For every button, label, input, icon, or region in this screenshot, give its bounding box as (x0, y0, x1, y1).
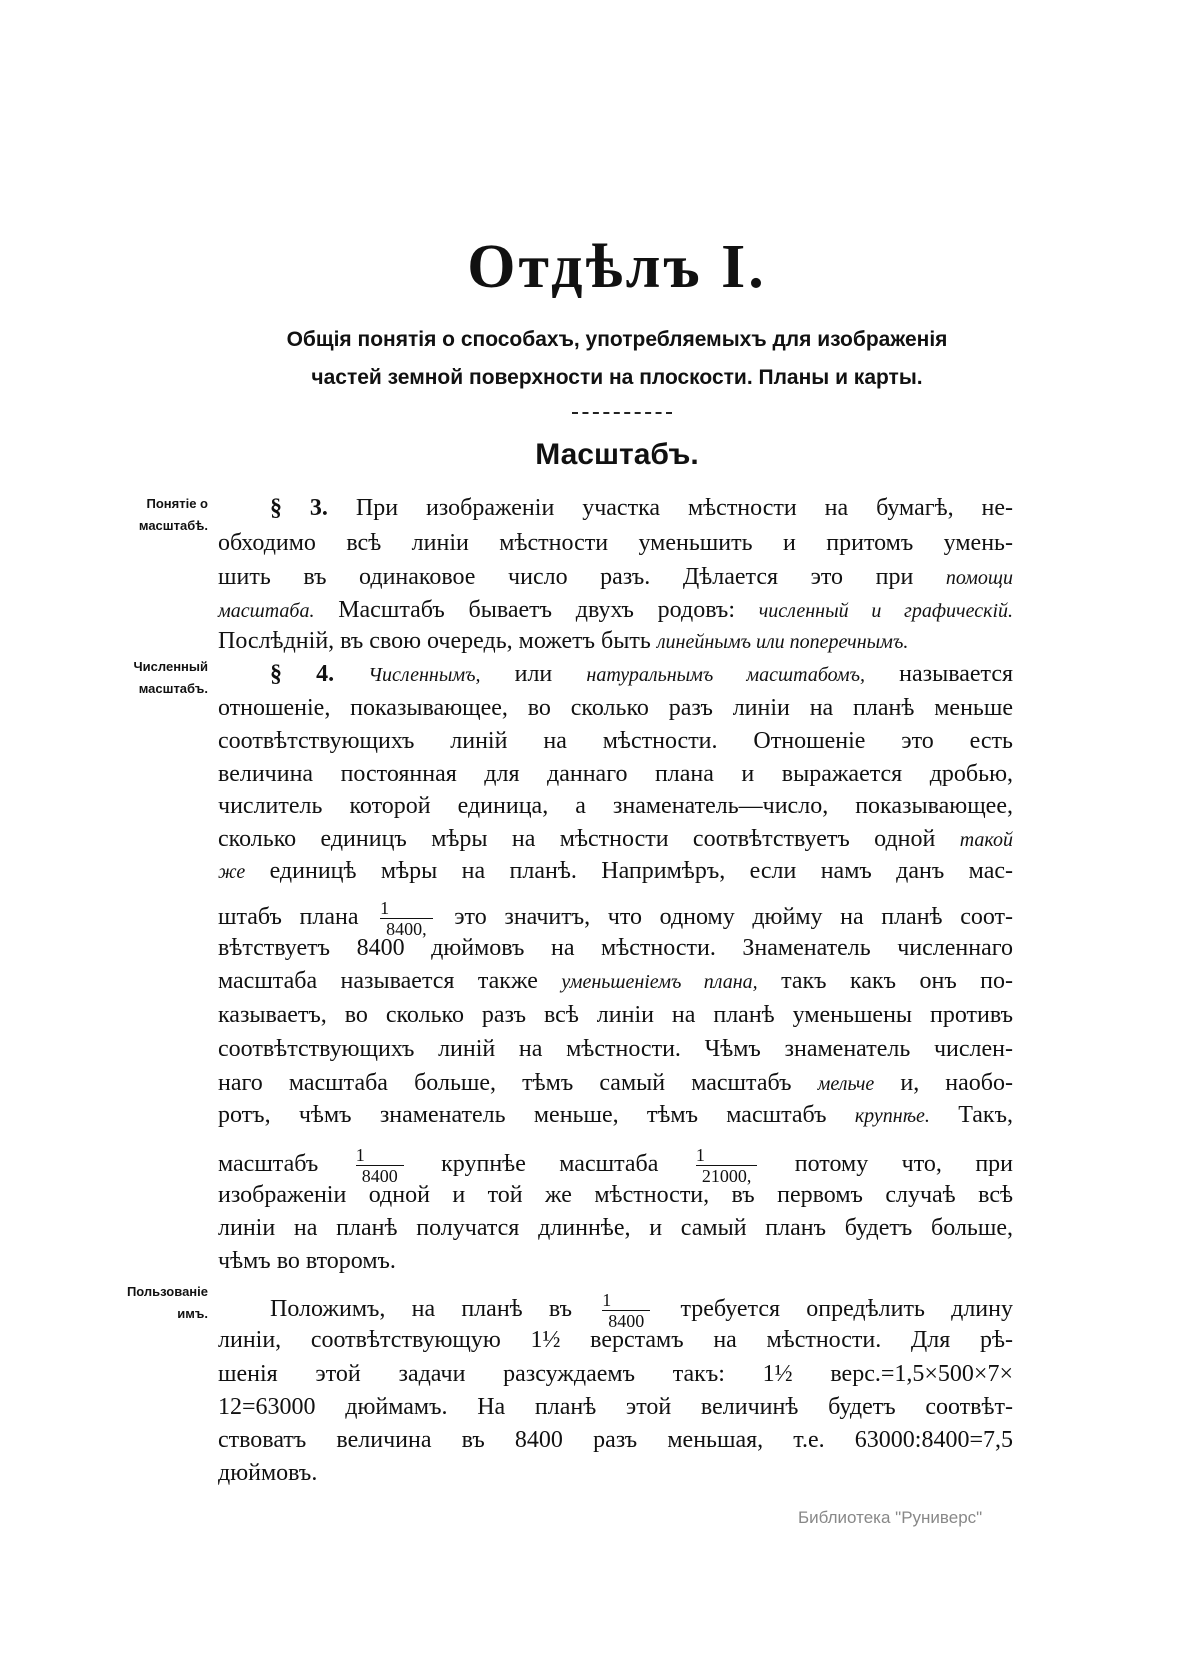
chapter-subtitle-line: Общія понятія о способахъ, употребляемыхъ для изображенія (286, 328, 948, 351)
text-run: масштаба называется также (218, 968, 562, 994)
text-run: ствоватъ величина въ 8400 разъ меньшая, т.е. 63000:8400=7,5 (218, 1427, 1013, 1453)
text-run: требуется опредѣлить длину (654, 1296, 1013, 1323)
section-title: Масштабъ. (535, 438, 699, 471)
text-line (218, 1180, 1013, 1210)
text-run: Такъ, (929, 1102, 1013, 1128)
text-line (218, 1246, 1013, 1276)
text-line (218, 659, 1013, 690)
separator-rule (572, 412, 672, 414)
margin-note (108, 1281, 208, 1325)
text-line (218, 759, 1013, 789)
margin-note-line: Пользованіе (126, 1284, 208, 1299)
text-line (218, 1000, 1013, 1030)
text-run: Положимъ, на планѣ въ (270, 1296, 599, 1323)
margin-note (108, 493, 208, 537)
text-run: вѣтствуетъ 8400 дюймовъ на мѣстности. Знаменатель численнаго (218, 935, 1013, 961)
fraction-numerator: 1 (695, 1145, 705, 1165)
italic-text: натуральнымъ масштабомъ, (586, 664, 866, 686)
text-run: При изображеніи участка мѣстности на бумагѣ, не- (327, 495, 1014, 521)
text-run: Масштабъ бываетъ двухъ родовъ: (314, 597, 759, 623)
text-run: обходимо всѣ линіи мѣстности уменьшить и притомъ умень- (218, 530, 1013, 556)
library-watermark: Библиотека "Руниверс" (798, 1508, 983, 1527)
text-line (218, 626, 1013, 657)
italic-text: же (218, 861, 246, 883)
text-run: числитель которой единица, а знаменатель—число, показывающее, (218, 793, 1013, 819)
text-run: наго масштаба больше, тѣмъ самый масштабъ (218, 1070, 818, 1096)
text-line (218, 856, 1013, 887)
margin-note-line: Численный (133, 659, 208, 674)
italic-text: уменьшеніемъ плана, (561, 971, 758, 993)
margin-note-line: масштабѣ. (138, 518, 208, 533)
margin-note-line: имъ. (177, 1306, 208, 1321)
text-run: или (480, 661, 587, 687)
fraction-denominator: 8400, (380, 918, 433, 939)
text-line (218, 1034, 1013, 1064)
text-line (218, 1458, 1013, 1488)
text-run: крупнѣе масштаба (407, 1151, 692, 1178)
text-run: изображеніи одной и той же мѣстности, въ первомъ случаѣ всѣ (218, 1182, 1013, 1208)
text-run: линіи, соотвѣтствующую 1½ верстамъ на мѣстности. Для рѣ- (218, 1327, 1013, 1353)
text-run: масштабъ (218, 1151, 352, 1178)
text-run: ротъ, чѣмъ знаменатель меньше, тѣмъ масштабъ (218, 1102, 855, 1128)
text-run: чѣмъ во второмъ. (218, 1248, 396, 1274)
text-run: сколько единицъ мѣры на мѣстности соотвѣтствуетъ одной (218, 826, 960, 852)
margin-note-line: масштабъ. (138, 681, 208, 696)
text-line (218, 528, 1013, 558)
text-run (334, 661, 368, 687)
text-line (218, 1359, 1013, 1389)
text-line (218, 1425, 1013, 1455)
text-run: такъ какъ онъ по- (757, 968, 1013, 994)
fraction-denominator: 8400 (356, 1165, 404, 1186)
margin-note (108, 656, 208, 700)
fraction-denominator: 21000, (696, 1165, 758, 1186)
text-run: соотвѣтствующихъ линій на мѣстности. Чѣмъ знаменатель числен- (218, 1036, 1013, 1062)
italic-text: линейнымъ или поперечнымъ. (656, 631, 909, 653)
italic-text: Численнымъ, (368, 664, 481, 686)
text-run: штабъ плана (218, 904, 377, 931)
text-line (218, 824, 1013, 855)
text-line (218, 933, 1013, 963)
text-run: отношеніе, показывающее, во сколько разъ линіи на планѣ меньше (218, 695, 1013, 721)
fraction-numerator: 1 (355, 1145, 365, 1165)
text-run: линіи на планѣ получатся длиннѣе, и самый планъ будетъ больше, (218, 1215, 1013, 1241)
text-line (218, 493, 1013, 523)
text-line (218, 1213, 1013, 1243)
text-run: это значитъ, что одному дюйму на планѣ соот- (436, 904, 1014, 931)
text-run: 12=63000 дюймамъ. На планѣ этой величинѣ будетъ соотвѣт- (218, 1394, 1013, 1420)
text-line (218, 966, 1013, 997)
text-run: дюймовъ. (218, 1460, 318, 1486)
fraction-numerator: 1 (602, 1290, 612, 1310)
text-run: единицѣ мѣры на планѣ. Напримѣръ, если намъ данъ мас- (245, 858, 1013, 884)
chapter-subtitle-line: частей земной поверхности на плоскости. Планы и карты. (311, 366, 923, 389)
paragraph-number: § 4. (270, 661, 335, 687)
paragraph-number: § 3. (270, 495, 328, 521)
text-run: величина постоянная для даннаго плана и выражается дробью, (218, 761, 1013, 787)
italic-text: такой (959, 829, 1013, 851)
fraction-denominator: 8400 (602, 1310, 650, 1331)
chapter-title: Отдѣлъ I. (467, 233, 767, 301)
text-line (218, 726, 1013, 756)
text-run: Послѣдній, въ свою очередь, можетъ быть (218, 628, 657, 654)
italic-text: численный и графическій. (758, 600, 1014, 622)
text-run: соотвѣтствующихъ линій на мѣстности. Отношеніе это есть (218, 728, 1013, 754)
text-line (218, 595, 1013, 626)
italic-text: масштаба. (218, 600, 315, 622)
italic-text: крупнѣе. (854, 1105, 930, 1127)
text-run: и, наобо- (874, 1070, 1013, 1096)
text-run: называется (865, 661, 1014, 687)
text-run: шить въ одинаковое число разъ. Дѣлается это при (218, 564, 946, 590)
italic-text: помощи (945, 567, 1013, 589)
fraction-numerator: 1 (380, 898, 390, 918)
text-run: казываетъ, во сколько разъ всѣ линіи на планѣ уменьшены противъ (218, 1002, 1013, 1028)
text-run: шенія этой задачи разсуждаемъ такъ: 1½ верс.=1,5×500×7× (218, 1361, 1013, 1387)
text-line (218, 1325, 1013, 1355)
text-line (218, 562, 1013, 593)
text-line (218, 1100, 1013, 1131)
margin-note-line: Понятіе о (146, 496, 208, 511)
text-line (218, 1068, 1013, 1099)
text-line (218, 791, 1013, 821)
text-line (218, 693, 1013, 723)
italic-text: мельче (817, 1073, 875, 1095)
text-run: потому что, при (761, 1151, 1014, 1178)
text-line (218, 1392, 1013, 1422)
